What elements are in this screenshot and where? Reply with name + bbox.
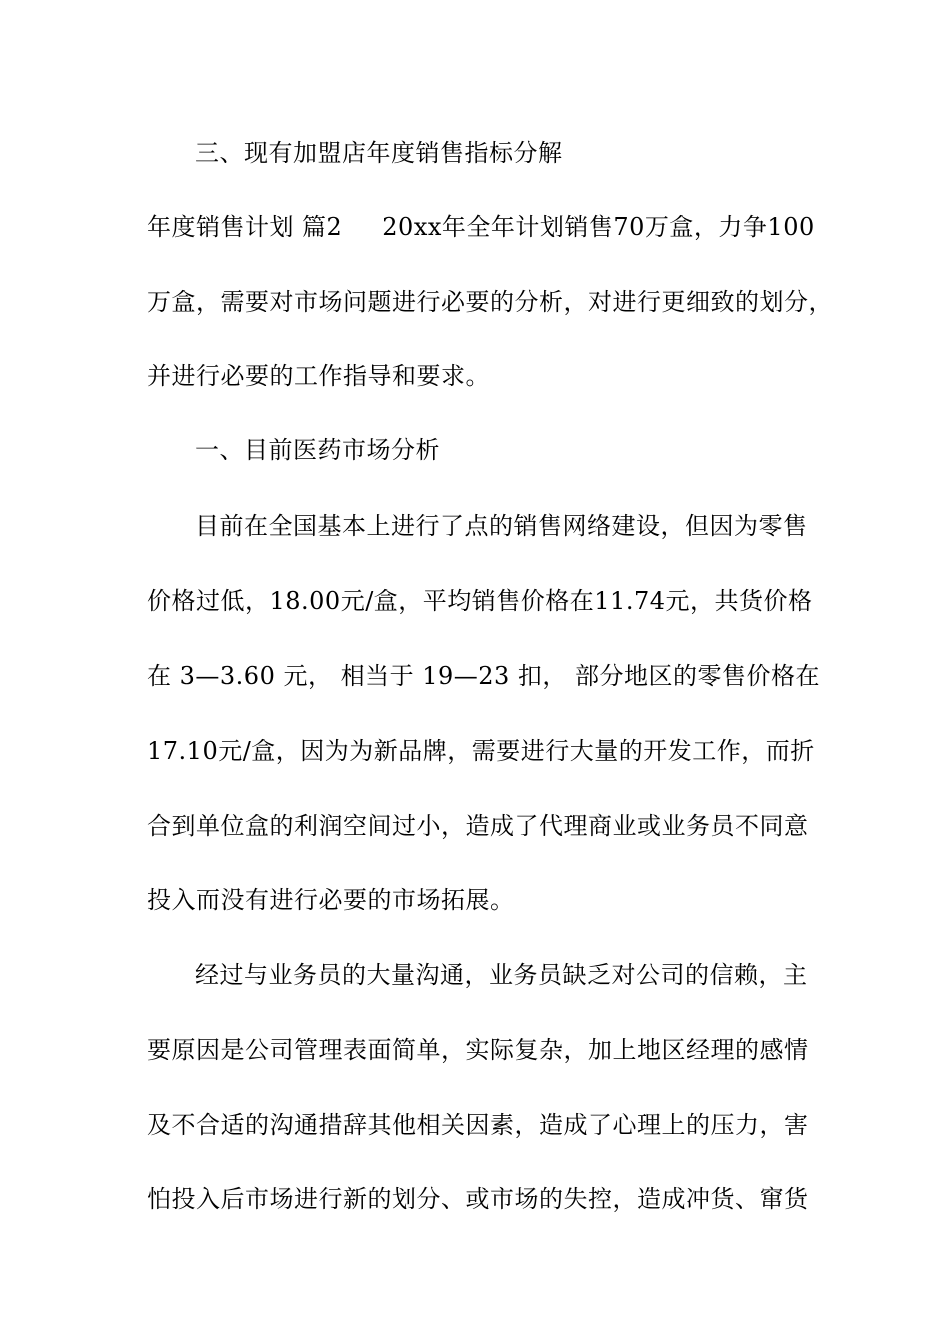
- paragraph-1-line-4: 17.10元/盒，因为为新品牌，需要进行大量的开发工作，而折: [147, 737, 815, 765]
- paragraph-1-line-3: 在 3—3.60 元， 相当于 19—23 扣， 部分地区的零售价格在: [147, 662, 821, 690]
- section-heading-three: 三、现有加盟店年度销售指标分解: [195, 139, 563, 167]
- paragraph-1-line-6: 投入而没有进行必要的市场拓展。: [147, 886, 515, 914]
- plan-line-2: 万盒，需要对市场问题进行必要的分析，对进行更细致的划分，: [147, 288, 833, 316]
- paragraph-2-line-2: 要原因是公司管理表面简单，实际复杂，加上地区经理的感情: [147, 1036, 809, 1064]
- plan-line-3: 并进行必要的工作指导和要求。: [147, 362, 490, 390]
- paragraph-1-line-2: 价格过低，18.00元/盒，平均销售价格在11.74元，共货价格: [147, 587, 813, 615]
- plan-header-line: [147, 211, 827, 243]
- plan-label: 篇2: [302, 213, 343, 241]
- paragraph-1-line-1: 目前在全国基本上进行了点的销售网络建设，但因为零售: [195, 512, 808, 540]
- paragraph-2-line-1: 经过与业务员的大量沟通，业务员缺乏对公司的信赖，主: [195, 961, 808, 989]
- section-heading-one: 一、目前医药市场分析: [195, 436, 440, 464]
- plan-title: 年度销售计划: [147, 213, 294, 241]
- plan-line-1: 20xx年全年计划销售70万盒，力争100: [382, 213, 815, 241]
- paragraph-2-line-4: 怕投入后市场进行新的划分、或市场的失控，造成冲货、窜货: [147, 1185, 809, 1213]
- paragraph-2-line-3: 及不合适的沟通措辞其他相关因素，造成了心理上的压力，害: [147, 1111, 809, 1139]
- paragraph-1-line-5: 合到单位盒的利润空间过小，造成了代理商业或业务员不同意: [147, 812, 809, 840]
